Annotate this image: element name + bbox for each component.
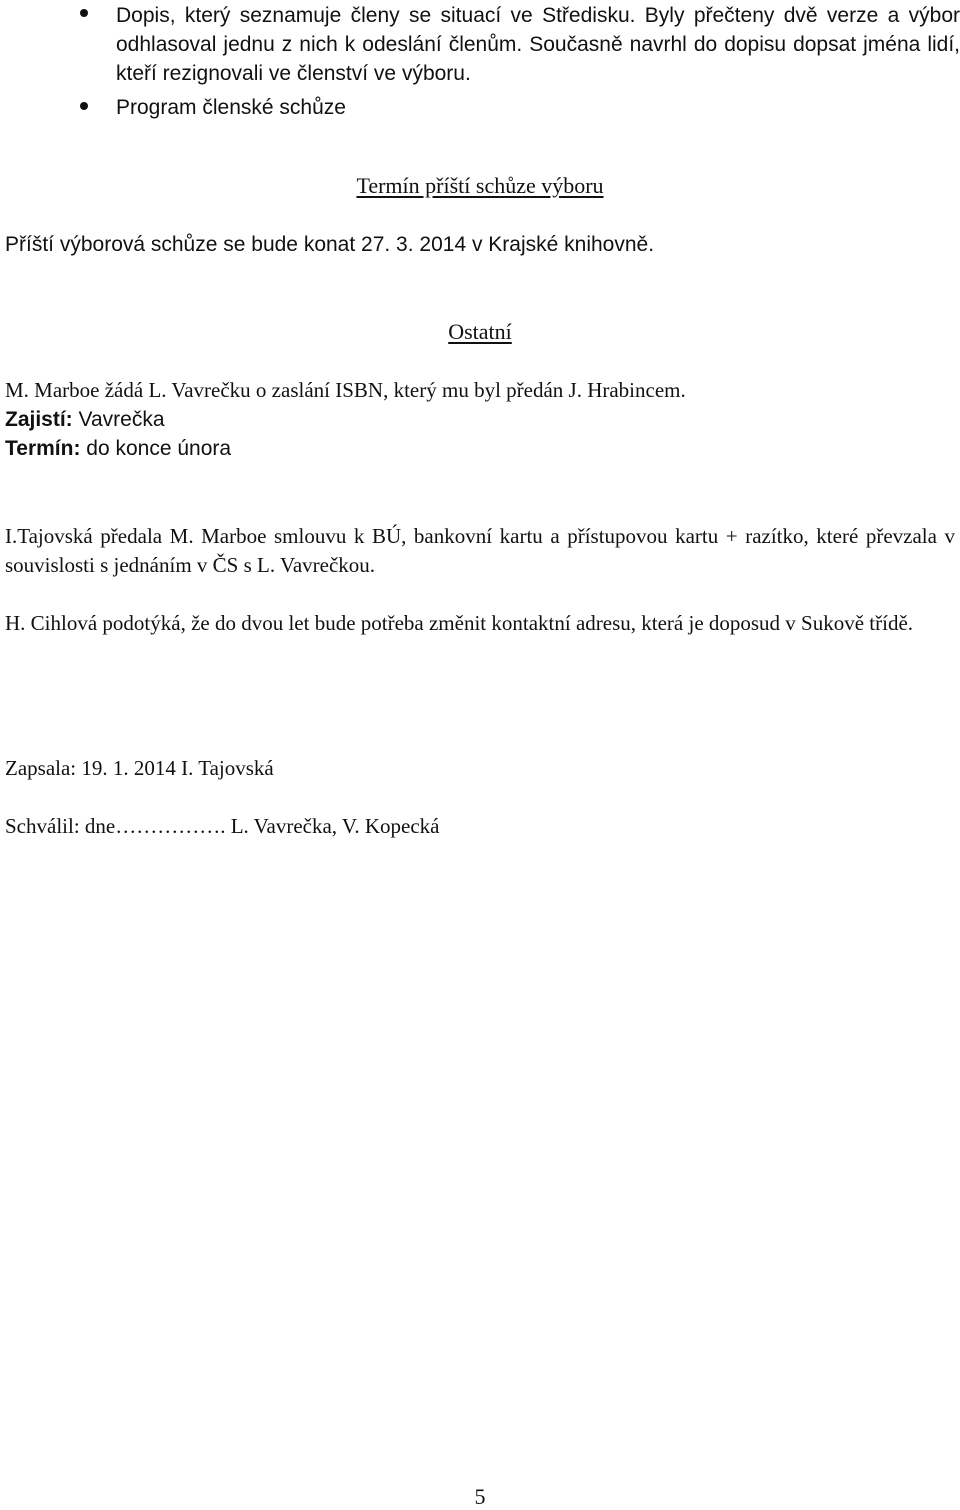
approved-by: Schválil: dne……………. L. Vavrečka, V. Kopecká	[5, 814, 440, 838]
assignee-label: Zajistí:	[5, 408, 73, 431]
bullet-list	[80, 0, 960, 122]
address-note-text: H. Cihlová podotýká, že do dvou let bude potřeba změnit kontaktní adresu, která je doposud v Sukově třídě.	[5, 611, 914, 635]
handover-text: I.Tajovská předala M. Marboe smlouvu k BÚ, bankovní kartu a přístupovou kartu + razítko, které převzala v souvislosti s jednáním v ČS s L. Vavrečkou.	[5, 524, 955, 577]
next-meeting-text: Příští výborová schůze se bude konat 27. 3. 2014 v Krajské knihovně.	[5, 233, 655, 256]
recorded-by: Zapsala: 19. 1. 2014 I. Tajovská	[5, 756, 274, 780]
page-number: 5	[474, 1484, 486, 1509]
isbn-request-text: M. Marboe žádá L. Vavrečku o zaslání ISBN, který mu byl předán J. Hrabincem.	[5, 378, 686, 402]
deadline-label: Termín:	[5, 437, 81, 460]
deadline-line	[5, 434, 955, 463]
bullet-icon	[80, 9, 88, 17]
bullet-text: Program členské schůze	[116, 96, 346, 119]
next-meeting-heading: Termín příští schůze výboru	[356, 173, 604, 198]
deadline-value: do konce února	[86, 437, 232, 460]
bullet-item-program	[80, 93, 960, 122]
assignee-value: Vavrečka	[78, 408, 165, 431]
bullet-icon	[80, 102, 88, 110]
bullet-text: Dopis, který seznamuje členy se situací ve Středisku. Byly přečteny dvě verze a výbor odhlasoval jednu z nich k odeslání členům. Současně navrhl do dopisu dopsat jména lidí, kteří rezignovali ve členství ve výboru.	[116, 4, 960, 85]
assignee-line	[5, 405, 955, 434]
bullet-item-letter	[80, 0, 960, 88]
other-heading: Ostatní	[448, 319, 512, 344]
